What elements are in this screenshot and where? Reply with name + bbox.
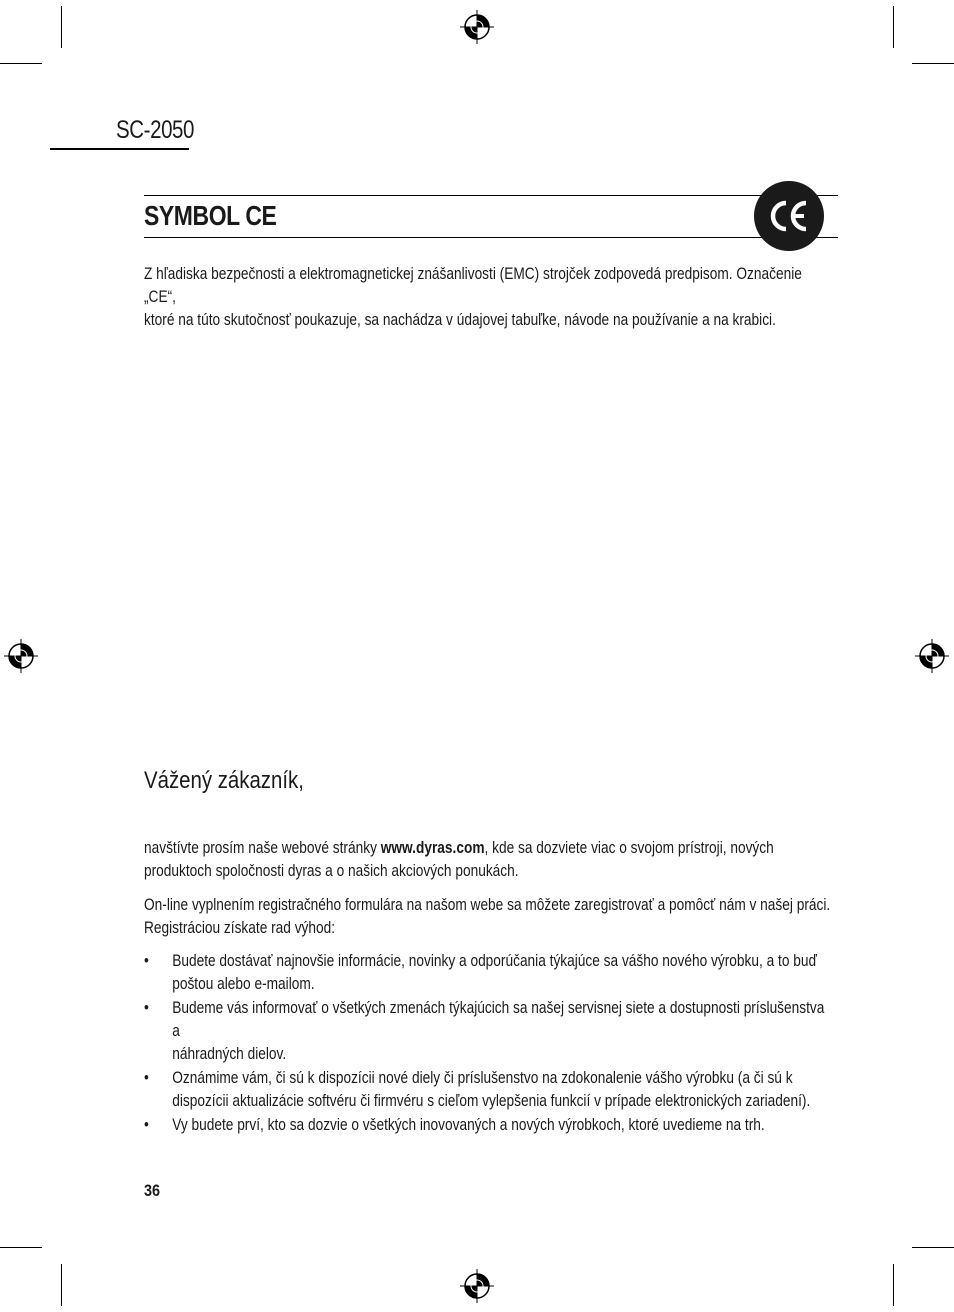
list-item-line: Vy budete prví, kto sa dozvie o všetkých inovovaných a nových výrobkoch, ktoré uvedieme na trh. xyxy=(172,1116,765,1134)
section-top-rule xyxy=(144,195,838,196)
crop-mark xyxy=(912,1247,954,1248)
ce-text-line: Z hľadiska bezpečnosti a elektromagnetickej znášanlivosti (EMC) strojček zodpovedá predpisom. Označenie „CE“, xyxy=(144,265,802,306)
website-paragraph xyxy=(144,837,833,883)
bullet: • xyxy=(144,1069,149,1087)
list-item xyxy=(144,1067,833,1113)
paragraph-line: produktoch spoločnosti dyras a o našich akciových ponukách. xyxy=(144,862,519,880)
list-item xyxy=(144,997,833,1066)
model-label: SC-2050 xyxy=(116,116,195,144)
benefits-list xyxy=(144,950,833,1138)
registration-mark-icon xyxy=(460,10,494,44)
ce-mark-icon xyxy=(754,181,824,251)
bullet: • xyxy=(144,1116,149,1134)
greeting-heading: Vážený zákazník, xyxy=(144,767,304,794)
list-item-line: Budete dostávať najnovšie informácie, novinky a odporúčania týkajúce sa vášho nového výrobku, a to buď xyxy=(172,952,817,970)
paragraph-line: Registráciou získate rad výhod: xyxy=(144,919,336,937)
bullet: • xyxy=(144,952,149,970)
crop-mark xyxy=(893,1264,894,1306)
crop-mark xyxy=(893,6,894,48)
registration-mark-icon xyxy=(460,1269,494,1303)
crop-mark xyxy=(0,63,42,64)
registration-mark-icon xyxy=(4,639,38,673)
list-item xyxy=(144,1114,833,1137)
ce-text-line: ktoré na túto skutočnosť poukazuje, sa nachádza v údajovej tabuľke, návode na používanie a na krabici. xyxy=(144,311,776,329)
list-item-line: dispozícii aktualizácie softvéru či firmvéru s cieľom vylepšenia funkcií v prípade elektronických zariadení). xyxy=(172,1092,811,1110)
bullet: • xyxy=(144,999,149,1017)
crop-mark xyxy=(61,6,62,48)
crop-mark xyxy=(0,1247,42,1248)
paragraph-line: On-line vyplnením registračného formulára na našom webe sa môžete zaregistrovať a pomôcť nám v našej práci. xyxy=(144,896,831,914)
ce-description xyxy=(144,263,833,332)
page-number: 36 xyxy=(144,1181,161,1200)
list-item-line: náhradných dielov. xyxy=(172,1045,287,1063)
section-title: SYMBOL CE xyxy=(144,200,277,231)
section-bottom-rule xyxy=(144,237,838,238)
registration-mark-icon xyxy=(915,639,949,673)
model-underline xyxy=(50,148,189,150)
list-item-line: Budeme vás informovať o všetkých zmenách týkajúcich sa našej servisnej siete a dostupnosti príslušenstva a xyxy=(172,999,825,1040)
list-item xyxy=(144,950,833,996)
registration-paragraph xyxy=(144,894,833,940)
list-item-line: poštou alebo e-mailom. xyxy=(172,975,315,993)
website-link[interactable]: www.dyras.com xyxy=(380,839,485,857)
list-item-line: Oznámime vám, či sú k dispozícii nové diely či príslušenstvo na zdokonalenie vášho výrobku (a či sú k xyxy=(172,1069,793,1087)
crop-mark xyxy=(912,63,954,64)
text-span: navštívte prosím naše webové stránky xyxy=(144,839,381,857)
text-span: , kde sa dozviete viac o svojom prístroji, nových xyxy=(484,839,774,857)
paragraph-line xyxy=(144,837,833,860)
crop-mark xyxy=(61,1264,62,1306)
